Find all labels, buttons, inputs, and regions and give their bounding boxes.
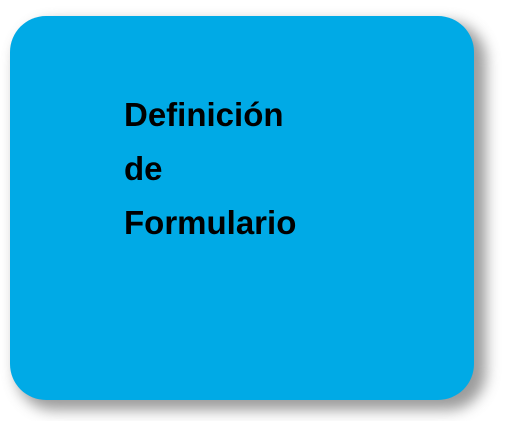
title-line-3: Formulario (124, 204, 297, 241)
card-title (124, 88, 296, 250)
title-card (10, 16, 474, 400)
title-line-2: de (124, 150, 163, 187)
title-line-1: Definición (124, 96, 284, 133)
